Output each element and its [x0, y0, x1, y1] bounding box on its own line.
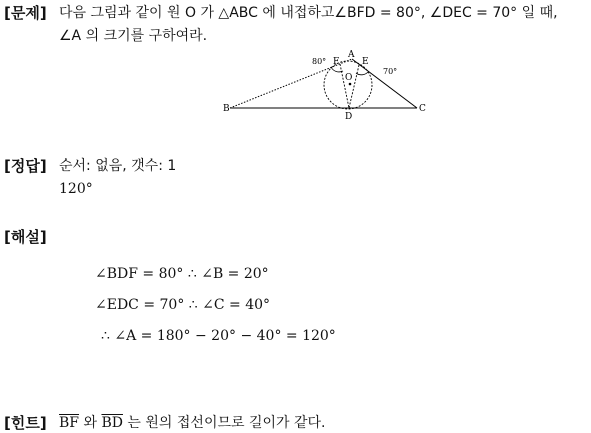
angle-label-70: 70°	[383, 67, 398, 76]
point-label-o: O	[345, 73, 353, 83]
hint-rest: 는 원의 접선이므로 길이가 같다.	[122, 415, 326, 431]
point-label-e: E	[362, 57, 369, 67]
point-label-a: A	[348, 50, 355, 60]
answer-label: [정답]	[4, 157, 47, 175]
point-label-d: D	[345, 112, 353, 122]
segment-bd: $\overline{BD}$	[101, 415, 123, 431]
hint-label: [힌트]	[4, 414, 47, 432]
problem-line-2: ∠A 의 크기를 구하여라.	[59, 28, 208, 44]
explanation-line-3: ∴ ∠A = 180° − 20° − 40° = 120°	[101, 328, 336, 344]
segment-bf: $\overline{BF}$	[59, 415, 80, 431]
center-dot	[349, 83, 352, 86]
explanation-label: [해설]	[4, 228, 47, 246]
answer-value: 120°	[59, 181, 93, 197]
answer-line-1: 순서: 없음, 갯수: 1	[59, 158, 177, 174]
problem-label: [문제]	[4, 4, 47, 22]
angle-label-80: 80°	[312, 57, 327, 66]
angle-arc-right	[356, 72, 368, 75]
point-label-b: B	[223, 104, 230, 114]
problem-line-1: 다음 그림과 같이 원 O 가 △ABC 에 내접하고∠BFD = 80°, ∠DEC = 70° 일 때,	[59, 5, 558, 21]
explanation-line-2: ∠EDC = 70° ∴ ∠C = 40°	[95, 297, 271, 313]
segment-ed	[349, 65, 359, 108]
point-label-f: F	[333, 57, 340, 67]
explanation-line-1: ∠BDF = 80° ∴ ∠B = 20°	[95, 266, 269, 282]
segment-fd	[340, 64, 349, 108]
hint-connector: 와	[79, 415, 102, 431]
hint-text	[59, 412, 325, 432]
point-label-c: C	[419, 104, 426, 114]
